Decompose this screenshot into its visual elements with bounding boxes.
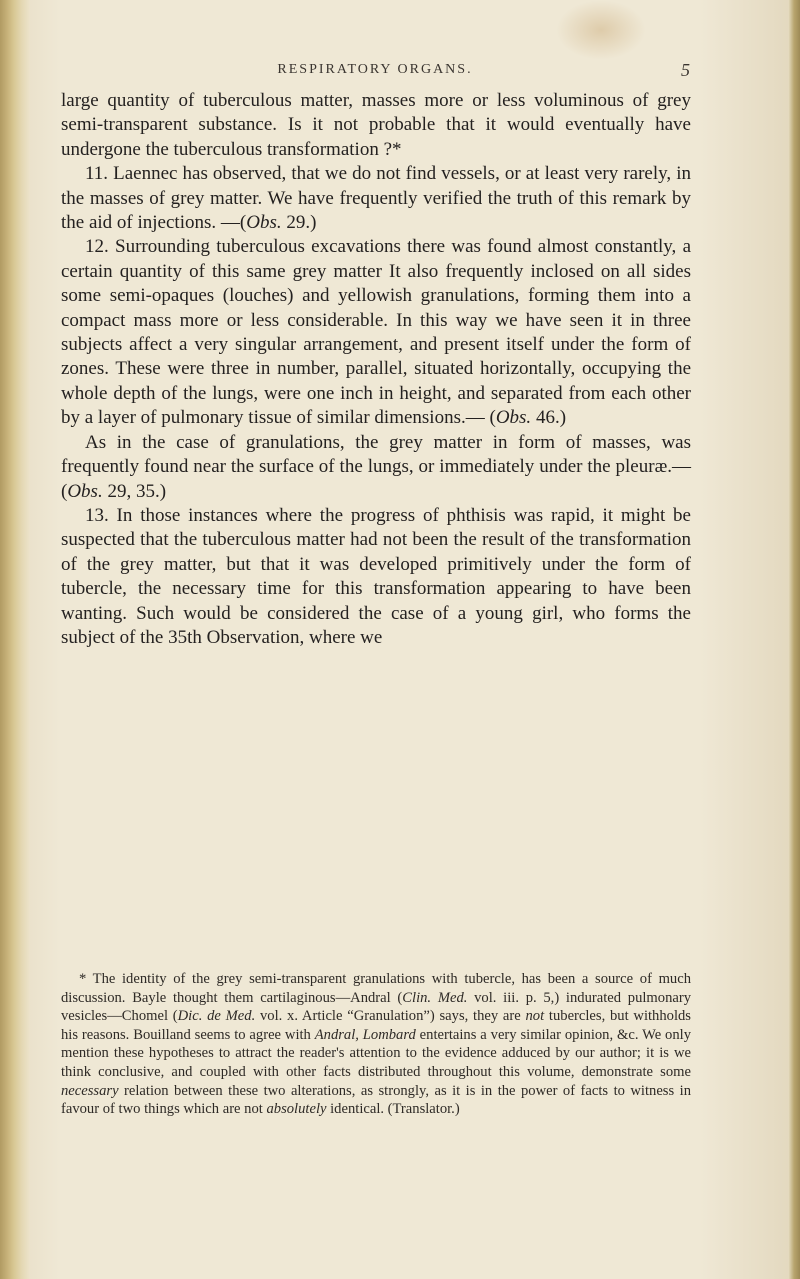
- italic-text: Obs.: [246, 212, 282, 234]
- body-text: [61, 89, 691, 650]
- text-run: 46.): [531, 407, 567, 429]
- italic-text: Clin. Med.: [402, 989, 468, 1006]
- text-run: 29.): [281, 212, 317, 234]
- paragraph: [61, 235, 691, 430]
- text-run: 11. Laennec has observed, that we do not find vessels, or at least very rarely, in the masses of grey matter. We have frequently verified the truth of this remark by the aid of injections. —(: [61, 163, 691, 234]
- italic-text: Obs.: [67, 480, 103, 502]
- paragraph: [61, 431, 691, 504]
- text-run: large quantity of tuberculous matter, masses more or less voluminous of grey semi-transparent substance. Is it not probable that it would eventually have undergone the tuberculous transformation ?*: [61, 90, 691, 160]
- italic-text: Andral, Lombard: [314, 1026, 416, 1043]
- text-run: vol. iii. p. 5,) indurated pulmonary vesicles—Chomel (: [61, 989, 691, 1025]
- page-right-edge: [788, 0, 800, 1279]
- text-run: relation between these two alterations, as strongly, as it is in the power of facts to witness in favour of two things which are not: [61, 1082, 691, 1118]
- page-binding-edge: [0, 0, 30, 1279]
- text-run: 29, 35.): [102, 480, 167, 502]
- page-header: [60, 62, 690, 86]
- paragraph: [61, 504, 691, 650]
- paper-stain: [556, 0, 646, 60]
- text-run: tubercles, but withholds his reasons. Bouilland seems to agree with: [61, 1008, 691, 1043]
- italic-text: Dic. de Med.: [177, 1008, 256, 1025]
- text-run: entertains a very similar opinion, &c. We only mention these hypotheses to attract the reader's attention to the evidence adduced by our author; it is we think conclusive, and coupled with other facts distributed throughout this volume, demonstrate some: [61, 1026, 691, 1080]
- running-head: RESPIRATORY ORGANS.: [277, 62, 473, 77]
- text-run: As in the case of granulations, the grey matter in form of masses, was frequently found near the surface of the lungs, or immediately under the pleuræ.—(: [61, 431, 691, 502]
- text-run: * The identity of the grey semi-transparent granulations with tubercle, has been a source of much discussion. Bayle thought them cartilaginous—Andral (: [61, 971, 691, 1006]
- italic-text: necessary: [61, 1082, 119, 1099]
- text-run: vol. x. Article “Granulation”) says, they are: [255, 1008, 526, 1025]
- italic-text: Obs.: [495, 407, 532, 429]
- text-run: 13. In those instances where the progress of phthisis was rapid, it might be suspected that the tuberculous matter had not been the result of the transformation of the grey matter, but that it was developed primitively under the form of tubercle, the necessary time for this transformation appearing to have been wanting. Such would be considered the case of a young girl, who forms the subject of the 35th Observation, where we: [61, 504, 691, 648]
- paragraph: [61, 89, 691, 162]
- text-run: 12. Surrounding tuberculous excavations there was found almost constantly, a certain quantity of this same grey matter It also frequently inclosed on all sides some semi-opaques (louches) and yellowish granulations, forming them into a compact mass more or less considerable. In this way we have seen it in three subjects affect a very singular arrangement, and present itself under the form of zones. These were three in number, parallel, situated horizontally, occupying the whole depth of the lungs, were one inch in height, and separated from each other by a layer of pulmonary tissue of similar dimensions.— (: [61, 236, 691, 429]
- italic-text: not: [525, 1008, 545, 1025]
- paragraph: [61, 162, 691, 235]
- italic-text: absolutely: [266, 1101, 327, 1118]
- footnote: [61, 970, 691, 1119]
- text-run: identical. (Translator.): [326, 1101, 460, 1118]
- page-number: 5: [681, 60, 690, 80]
